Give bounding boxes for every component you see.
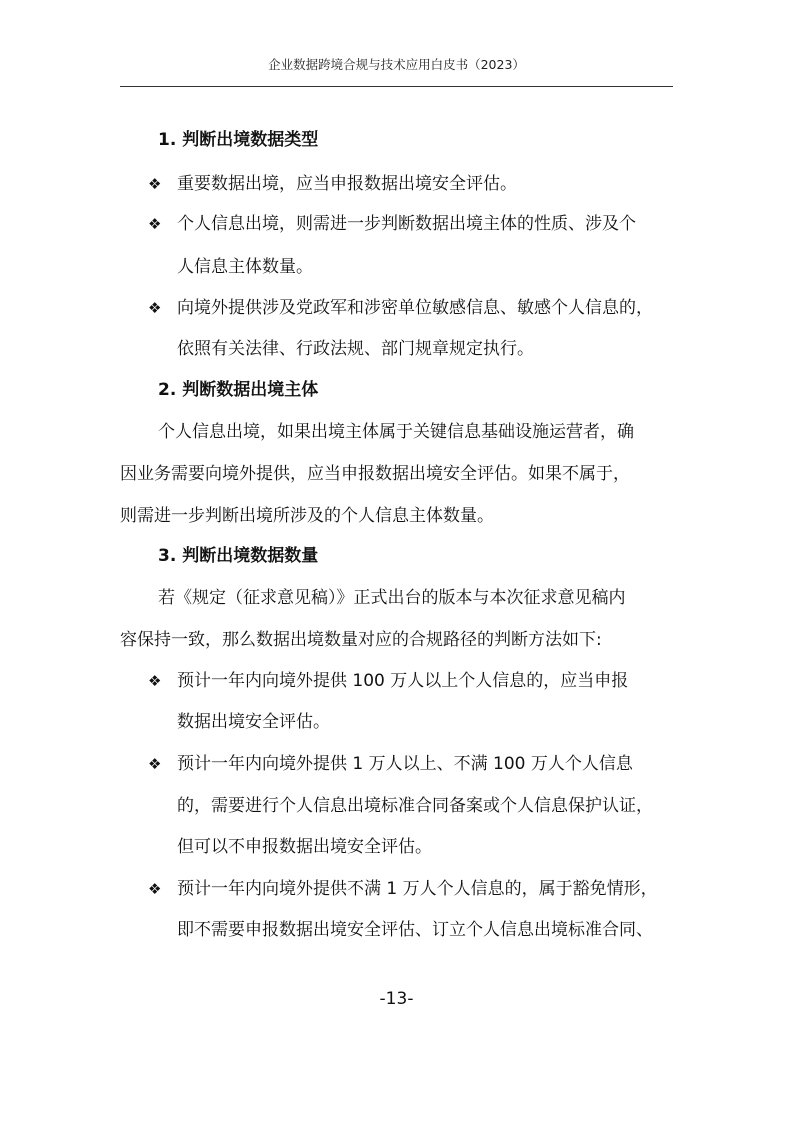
section-3-heading: 3. 判断出境数据数量: [158, 546, 319, 566]
section-1-bullet-3-line-1: 向境外提供涉及党政军和涉密单位敏感信息、敏感个人信息的，: [177, 298, 653, 318]
section-2-heading: 2. 判断数据出境主体: [158, 380, 319, 400]
bullet-icon: ❖: [148, 299, 162, 317]
section-3-bullet-3-line-2: 即不需要申报数据出境安全评估、订立个人信息出境标准合同、: [177, 920, 653, 940]
section-3-paragraph-line-1: 若《规定（征求意见稿）》正式出台的版本与本次征求意见稿内: [158, 588, 626, 608]
section-1-bullet-1-line-1: 重要数据出境，应当申报数据出境安全评估。: [177, 174, 517, 194]
bullet-icon: ❖: [148, 672, 162, 690]
section-1-bullet-2-line-1: 个人信息出境，则需进一步判断数据出境主体的性质、涉及个: [177, 214, 636, 234]
section-3-bullet-1-line-2: 数据出境安全评估。: [177, 712, 330, 732]
section-3-bullet-1-line-1: 预计一年内向境外提供 100 万人以上个人信息的，应当申报: [177, 671, 629, 691]
page-number: -13-: [379, 989, 414, 1009]
section-1-heading: 1. 判断出境数据类型: [158, 130, 319, 150]
section-2-paragraph-line-2: 因业务需要向境外提供，应当申报数据出境安全评估。如果不属于，: [120, 464, 630, 484]
section-3-paragraph-line-2: 容保持一致，那么数据出境数量对应的合规路径的判断方法如下:: [120, 630, 602, 650]
bullet-icon: ❖: [148, 175, 162, 193]
section-3-bullet-2-line-3: 但可以不申报数据出境安全评估。: [177, 837, 432, 857]
section-3-bullet-2-line-2: 的，需要进行个人信息出境标准合同备案或个人信息保护认证，: [177, 796, 653, 816]
running-header: 企业数据跨境合规与技术应用白皮书（2023）: [268, 57, 525, 72]
section-2-paragraph-line-3: 则需进一步判断出境所涉及的个人信息主体数量。: [120, 506, 494, 526]
section-1-bullet-2-line-2: 人信息主体数量。: [177, 257, 313, 277]
bullet-icon: ❖: [148, 215, 162, 233]
bullet-icon: ❖: [148, 880, 162, 898]
section-2-paragraph-line-1: 个人信息出境，如果出境主体属于关键信息基础设施运营者，确: [158, 422, 634, 442]
section-3-bullet-2-line-1: 预计一年内向境外提供 1 万人以上、不满 100 万人个人信息: [177, 754, 633, 774]
section-1-bullet-3-line-2: 依照有关法律、行政法规、部门规章规定执行。: [177, 339, 534, 359]
bullet-icon: ❖: [148, 755, 162, 773]
section-3-bullet-3-line-1: 预计一年内向境外提供不满 1 万人个人信息的，属于豁免情形，: [177, 879, 658, 899]
header-divider: [120, 86, 673, 87]
